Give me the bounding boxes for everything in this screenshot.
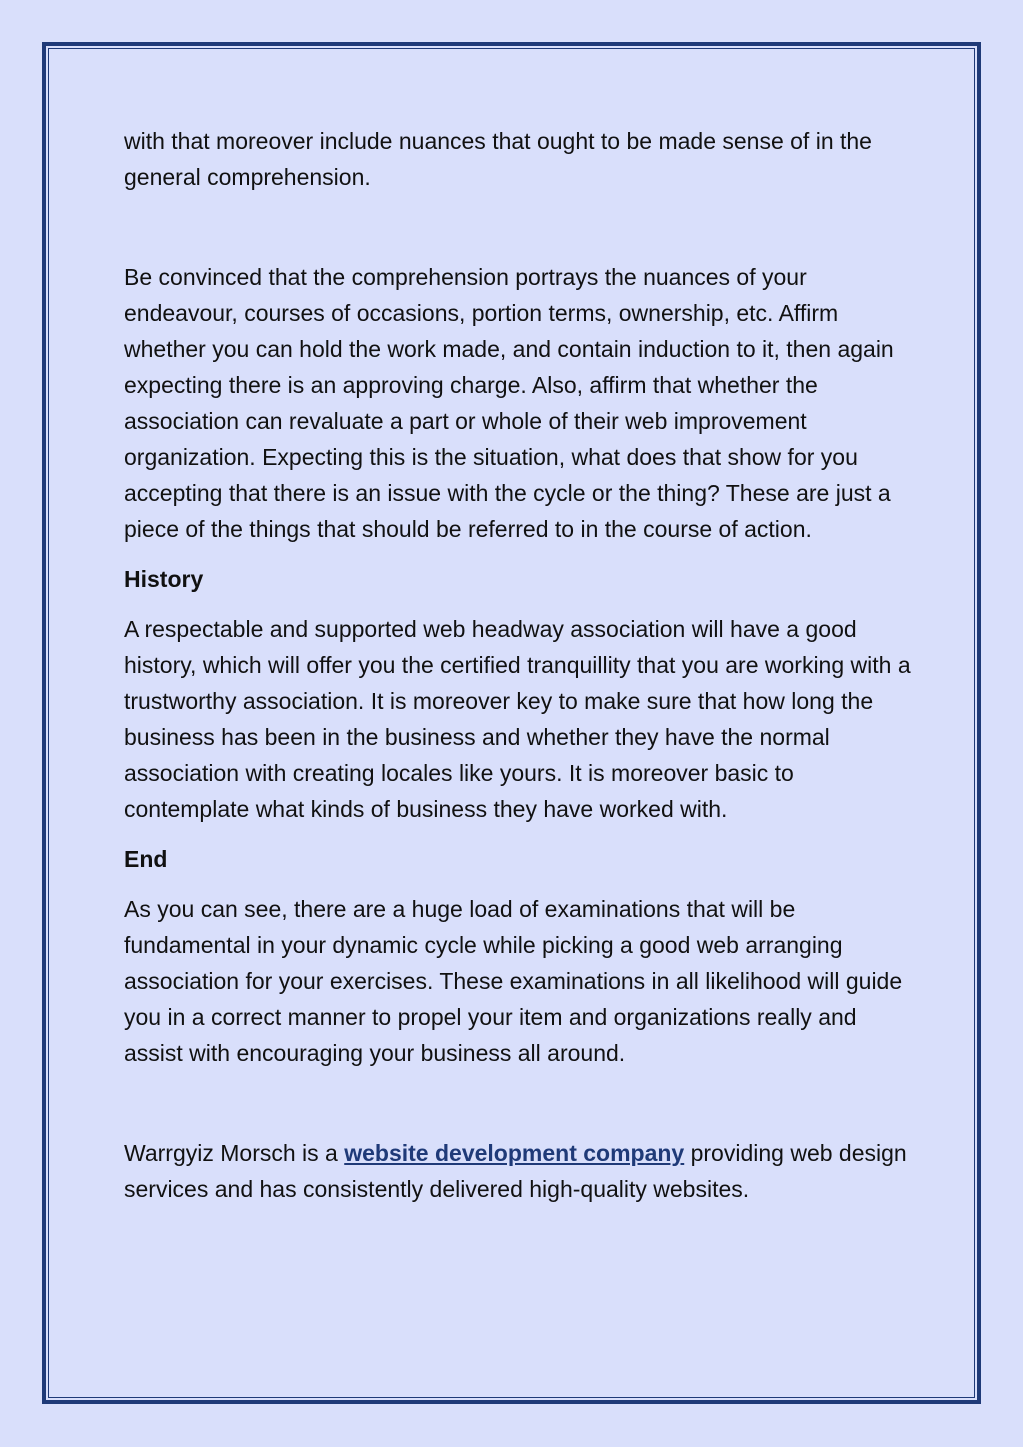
heading-history: History xyxy=(124,566,204,592)
paragraph-end: As you can see, there are a huge load of examinations that will be fundamental in your dynamic cycle while picking a good web arranging association for your exercises. These examinations in all likelihood will guide you in a correct manner to propel your item and organizations really and assist with encouraging your business all around. xyxy=(124,896,903,1066)
heading-end: End xyxy=(124,846,168,872)
footer-paragraph xyxy=(124,1135,914,1207)
footer-text-before-link: Warrgyiz Morsch is a xyxy=(124,1140,345,1166)
intro-paragraph: with that moreover include nuances that ought to be made sense of in the general comprehension. xyxy=(124,128,872,190)
paragraph-history: A respectable and supported web headway association will have a good history, which will offer you the certified tranquillity that you are working with a trustworthy association. It is moreover key to make sure that how long the business has been in the business and whether they have the normal association with creating locales like yours. It is moreover basic to contemplate what kinds of business they have worked with. xyxy=(124,616,911,822)
website-development-company-link[interactable]: website development company xyxy=(344,1140,685,1166)
footer-text-after-link: providing web design services and has consistently delivered high-quality websites. xyxy=(124,1140,907,1202)
document-body xyxy=(124,123,914,1207)
paragraph-agreement: Be convinced that the comprehension portrays the nuances of your endeavour, courses of occasions, portion terms, ownership, etc. Affirm whether you can hold the work made, and contain induction to it, then again expecting there is an approving charge. Also, affirm that whether the association can revaluate a part or whole of their web improvement organization. Expecting this is the situation, what does that show for you accepting that there is an issue with the cycle or the thing? These are just a piece of the things that should be referred to in the course of action. xyxy=(124,264,894,542)
